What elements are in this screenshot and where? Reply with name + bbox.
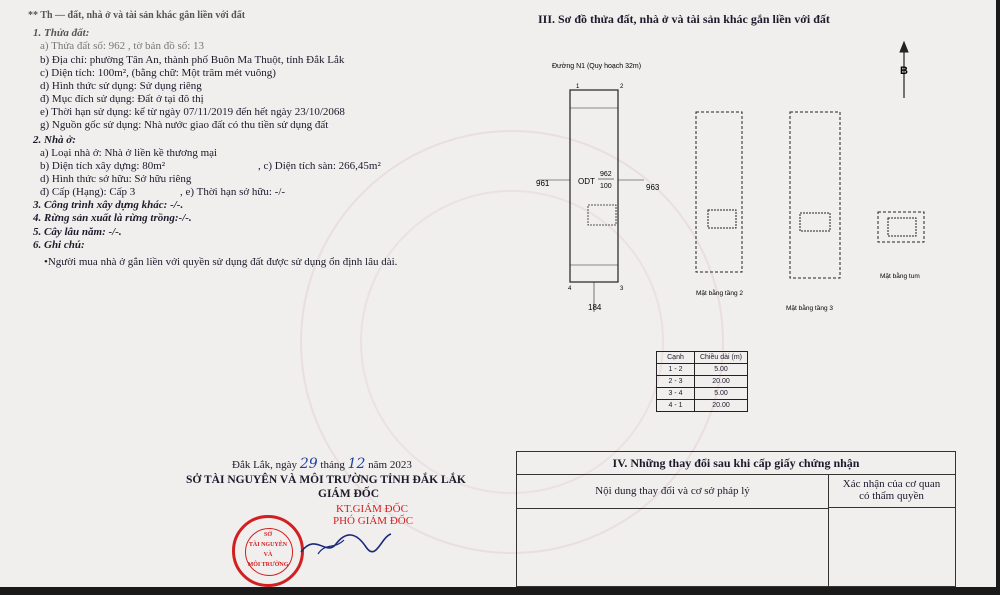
neighbor-184: 184	[588, 303, 602, 312]
deputy-director: PHÓ GIÁM ĐỐC	[333, 515, 414, 527]
changes-confirm-col	[828, 474, 955, 586]
parcel-num: 962	[600, 171, 612, 178]
section2-title: 2. Nhà ở:	[33, 134, 76, 146]
red-seal: SỞ TÀI NGUYÊN VÀ MÔI TRƯỜNG	[232, 515, 304, 587]
note: •Người mua nhà ở gắn liền với quyền sử dụng đất được sử dụng ổn định lâu dài.	[44, 256, 398, 268]
signature	[296, 522, 396, 562]
corner-3: 3	[620, 286, 624, 292]
section6: 6. Ghi chú:	[33, 239, 85, 251]
edge-length-table	[656, 351, 748, 412]
neighbor-963: 963	[646, 183, 660, 192]
origin: g) Nguồn gốc sử dụng: Nhà nước giao đất có thu tiền sử dụng đất	[40, 119, 329, 131]
build-area: b) Diện tích xây dựng: 80m²	[40, 160, 166, 172]
kt-director: KT.GIÁM ĐỐC	[336, 503, 408, 515]
director-title: GIÁM ĐỐC	[318, 488, 380, 500]
date-line: Đắk Lắk, ngày 29 tháng 12 năm 2023	[232, 456, 412, 472]
corner-4: 4	[568, 286, 572, 292]
floor2-label: Mặt bằng tầng 2	[696, 290, 743, 297]
table-row: 1 - 2 5.00	[657, 364, 748, 376]
parcel-area: 100	[600, 183, 612, 190]
table-row: 3 - 4 5.00	[657, 388, 748, 400]
section4: 4. Rừng sản xuất là rừng trồng:-/-.	[33, 212, 192, 224]
floor-area: , c) Diện tích sàn: 266,45m²	[258, 160, 381, 172]
road-label: Đường N1 (Quy hoạch 32m)	[552, 63, 642, 70]
own-term: , e) Thời hạn sở hữu: -/-	[180, 186, 286, 198]
area: c) Diện tích: 100m², (bằng chữ: Một trăm mét vuông)	[40, 67, 276, 79]
section5: 5. Cây lâu năm: -/-.	[33, 226, 122, 238]
north-label: B	[900, 65, 908, 77]
header-partial: ** Th — đất, nhà ở và tài sản khác gắn liền với đất	[28, 10, 246, 21]
parcel-code: ODT	[578, 177, 595, 186]
grade: đ) Cấp (Hạng): Cấp 3	[40, 186, 136, 198]
section3-diagram-title: III. Sơ đồ thửa đất, nhà ở và tài sản khác gắn liền với đất	[538, 12, 830, 26]
corner-1: 1	[576, 84, 580, 90]
parcel-line: a) Thửa đất số: 962 , tờ bản đồ số: 13	[40, 40, 205, 52]
table-row: 2 - 3 20.00	[657, 376, 748, 388]
changes-title: IV. Những thay đổi sau khi cấp giấy chứng nhận	[517, 452, 955, 475]
usage-form: d) Hình thức sử dụng: Sử dụng riêng	[40, 80, 202, 92]
address: b) Địa chỉ: phường Tân An, thành phố Buôn Ma Thuột, tỉnh Đắk Lắk	[40, 54, 345, 66]
changes-col1-header: Nội dung thay đổi và cơ sở pháp lý	[517, 474, 828, 509]
changes-col2-header: Xác nhận của cơ quan có thẩm quyền	[828, 474, 955, 508]
corner-2: 2	[620, 84, 624, 90]
table-header: Cạnh	[657, 352, 695, 364]
house-type: a) Loại nhà ở: Nhà ở liền kề thương mại	[40, 147, 218, 159]
changes-table	[516, 451, 956, 587]
neighbor-961: 961	[536, 179, 550, 188]
floor3-label: Mặt bằng tầng 3	[786, 305, 833, 312]
section3: 3. Công trình xây dựng khác: -/-.	[33, 199, 184, 211]
section1-title: 1. Thửa đất:	[33, 27, 90, 39]
changes-content-col	[517, 474, 829, 586]
table-header: Chiều dài (m)	[695, 352, 748, 364]
table-row: 4 - 1 20.00	[657, 400, 748, 412]
floor-tum-label: Mặt bằng tum	[880, 273, 920, 280]
ownership: d) Hình thức sở hữu: Sở hữu riêng	[40, 173, 192, 185]
term: e) Thời hạn sử dụng: kể từ ngày 07/11/2019 đến hết ngày 23/10/2068	[40, 106, 345, 118]
purpose: đ) Mục đích sử dụng: Đất ở tại đô thị	[40, 93, 204, 105]
site-plan	[520, 40, 980, 330]
agency-name: SỞ TÀI NGUYÊN VÀ MÔI TRƯỜNG TỈNH ĐẮK LẮK	[186, 474, 466, 486]
